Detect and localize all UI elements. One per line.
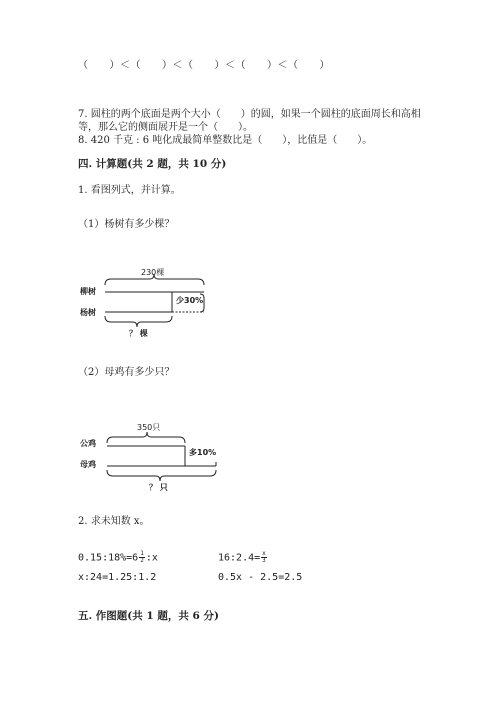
row-label-rooster: 公鸡 bbox=[80, 439, 96, 448]
sub-question-2-title: （2）母鸡有多少只？ bbox=[78, 367, 175, 378]
question-label: ？ 只 bbox=[149, 483, 168, 492]
compare-row: （ ）＜（ ）＜（ ）＜（ ）＜（ ） bbox=[78, 60, 330, 71]
fraction-denominator: 3 bbox=[262, 557, 266, 564]
question-1: 1. 看图列式，并计算。 bbox=[78, 185, 181, 196]
question-8: 8. 420 千克 : 6 吨化成最简单整数比是（ ），比值是（ ）。 bbox=[78, 135, 373, 146]
total-label: 230棵 bbox=[141, 268, 165, 277]
equation-4: 0.5x - 2.5=2.5 bbox=[218, 572, 303, 583]
fraction-denominator: 2 bbox=[140, 557, 144, 564]
question-7-line-2: 等，那么它的侧面展开是一个（ ）。 bbox=[78, 122, 253, 133]
difference-label: 少30% bbox=[176, 296, 204, 305]
section-5-title: 五. 作图题(共 1 题，共 6 分) bbox=[78, 610, 219, 622]
total-label: 350只 bbox=[137, 423, 161, 432]
equation-2-prefix: 16:2.4= bbox=[218, 552, 261, 564]
fraction-numerator: 1 bbox=[140, 550, 144, 557]
row-label-poplar: 杨树 bbox=[80, 308, 96, 317]
question-brace bbox=[107, 470, 216, 481]
extra-label: 多10% bbox=[189, 448, 217, 457]
equation-1-suffix: :x bbox=[145, 552, 158, 564]
row-label-hen: 母鸡 bbox=[80, 460, 96, 469]
equation-1-prefix: 0.15:18%=6 bbox=[78, 552, 139, 564]
sub-question-1-title: （1）杨树有多少棵？ bbox=[78, 219, 175, 230]
row-label-willow: 柳树 bbox=[80, 287, 96, 296]
equation-3: x:24=1.25:1.2 bbox=[78, 572, 157, 583]
equation-1 bbox=[78, 551, 158, 566]
question-2: 2. 求未知数 x。 bbox=[78, 516, 150, 527]
equation-1-fraction bbox=[139, 551, 145, 564]
question-7-line-1: 7. 圆柱的两个底面是两个大小（ ）的圆，如果一个圆柱的底面周长和高相 bbox=[78, 109, 421, 120]
section-4-title: 四. 计算题(共 2 题，共 10 分) bbox=[78, 158, 227, 170]
equation-2 bbox=[218, 551, 268, 566]
equation-2-fraction bbox=[261, 551, 267, 564]
fraction-numerator: x bbox=[262, 550, 266, 557]
question-label: ？ 棵 bbox=[129, 329, 148, 338]
